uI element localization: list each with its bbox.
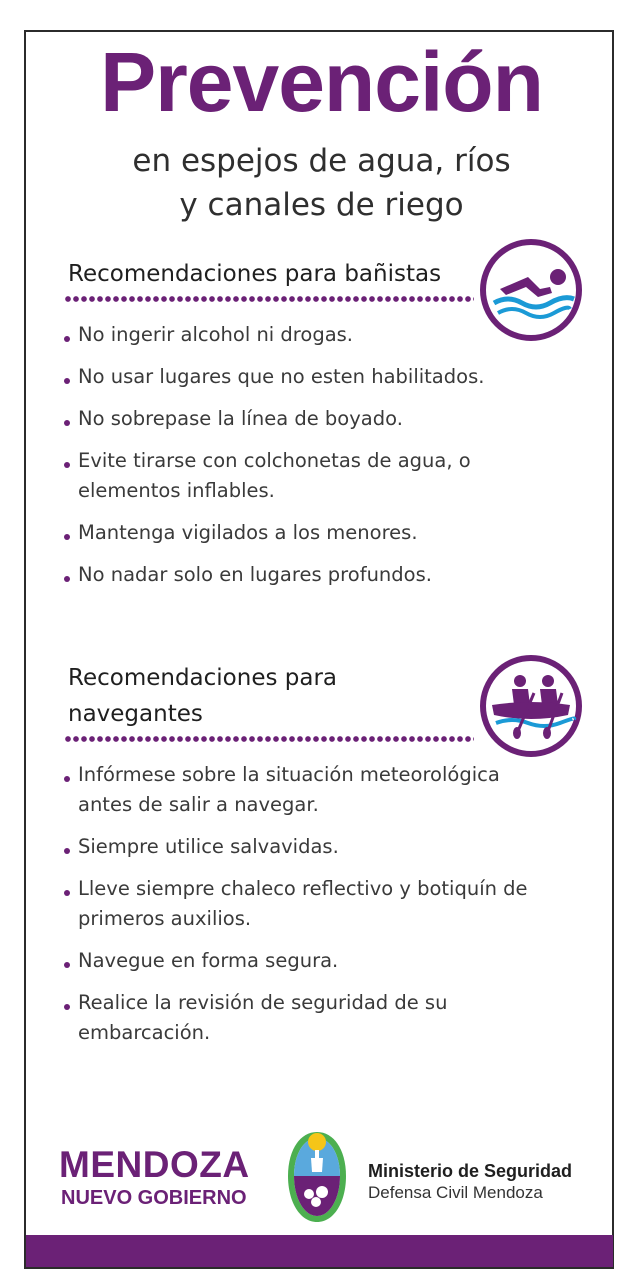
bullet-icon <box>64 776 70 782</box>
bullet-icon <box>64 576 70 582</box>
list-item <box>64 362 534 392</box>
ministry-name: Ministerio de Seguridad <box>368 1161 573 1181</box>
bullet-icon <box>64 336 70 342</box>
subtitle-line-1: en espejos de agua, ríos <box>132 143 511 179</box>
page-title: Prevención <box>100 35 543 129</box>
swimmers-dotted-divider <box>64 296 474 302</box>
subtitle-line-2: y canales de riego <box>179 187 464 223</box>
ministry-subtitle: Defensa Civil Mendoza <box>368 1183 543 1202</box>
list-item <box>64 874 544 934</box>
list-item <box>64 832 544 862</box>
list-item <box>64 560 534 590</box>
list-item <box>64 946 544 976</box>
list-item-text: Lleve siempre chaleco reflectivo y botiquín de primeros auxilios. <box>78 877 528 930</box>
ministry-block <box>368 1160 572 1204</box>
list-item <box>64 404 534 434</box>
list-item-text: No ingerir alcohol ni drogas. <box>78 323 353 346</box>
list-item-text: No sobrepase la línea de boyado. <box>78 407 403 430</box>
list-item-text: Evite tirarse con colchonetas de agua, o elementos inflables. <box>78 449 471 502</box>
list-item-text: No usar lugares que no esten habilitados. <box>78 365 485 388</box>
boaters-heading-line-1: Recomendaciones para <box>68 665 338 691</box>
list-item <box>64 760 544 820</box>
list-item-text: Infórmese sobre la situación meteorológica antes de salir a navegar. <box>78 763 500 816</box>
bullet-icon <box>64 420 70 426</box>
boaters-heading <box>68 660 337 732</box>
brand-main: MENDOZA <box>59 1144 250 1185</box>
footer-bar <box>26 1235 613 1267</box>
swimmers-list <box>64 320 534 602</box>
list-item <box>64 988 544 1048</box>
boaters-list <box>64 760 544 1060</box>
boaters-heading-line-2: navegantes <box>68 701 203 727</box>
mendoza-crest-icon <box>284 1128 350 1226</box>
rafting-icon <box>478 653 584 759</box>
list-item <box>64 518 534 548</box>
mendoza-brand <box>59 1145 250 1211</box>
bullet-icon <box>64 962 70 968</box>
bullet-icon <box>64 848 70 854</box>
list-item-text: No nadar solo en lugares profundos. <box>78 563 432 586</box>
list-item-text: Mantenga vigilados a los menores. <box>78 521 418 544</box>
swimmers-heading: Recomendaciones para bañistas <box>68 261 442 287</box>
list-item-text: Siempre utilice salvavidas. <box>78 835 339 858</box>
bullet-icon <box>64 534 70 540</box>
boaters-dotted-divider <box>64 736 474 742</box>
brand-sub: NUEVO GOBIERNO <box>61 1187 247 1209</box>
bullet-icon <box>64 890 70 896</box>
bullet-icon <box>64 462 70 468</box>
bullet-icon <box>64 1004 70 1010</box>
list-item <box>64 446 534 506</box>
list-item-text: Realice la revisión de seguridad de su embarcación. <box>78 991 448 1044</box>
list-item-text: Navegue en forma segura. <box>78 949 339 972</box>
list-item <box>64 320 534 350</box>
bullet-icon <box>64 378 70 384</box>
